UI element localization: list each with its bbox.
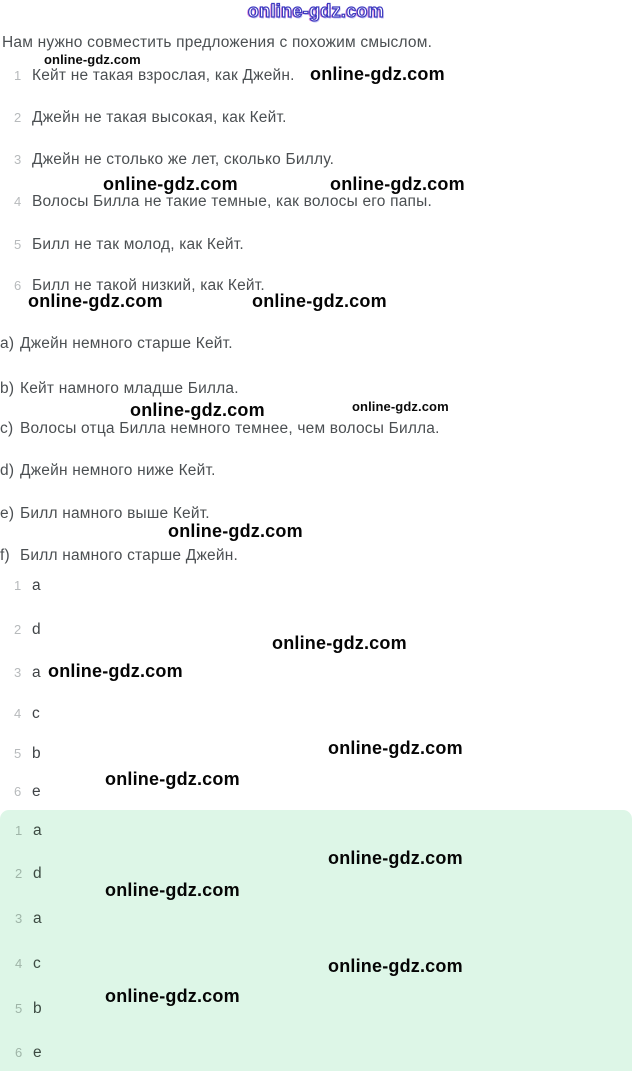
highlighted-answer-row: [0, 954, 632, 974]
site-watermark: online-gdz.com: [105, 880, 240, 900]
site-watermark: online-gdz.com: [28, 291, 163, 311]
item-number: 3: [14, 152, 22, 167]
answer-letter: d: [33, 865, 42, 882]
answer-letter: a: [32, 664, 41, 681]
item-number: 4: [14, 194, 22, 209]
answer-letter: c: [33, 955, 41, 972]
answer-number: 4: [15, 956, 23, 971]
site-watermark: online-gdz.com: [48, 661, 183, 681]
option-item: [0, 504, 632, 524]
option-text: Билл намного выше Кейт.: [20, 505, 210, 522]
option-item: [0, 379, 632, 399]
highlighted-answer-row: [0, 1043, 632, 1063]
task-item: [0, 150, 632, 170]
site-watermark: online-gdz.com: [328, 956, 463, 976]
highlighted-answer-row: [0, 999, 632, 1019]
item-number: 6: [14, 278, 22, 293]
task-item: [0, 235, 632, 255]
answer-letter: a: [33, 910, 42, 927]
site-watermark: online-gdz.com: [328, 848, 463, 868]
site-watermark: online-gdz.com: [310, 64, 445, 84]
site-watermark: online-gdz.com: [352, 399, 449, 414]
answer-row: [0, 744, 632, 764]
item-number: 5: [14, 237, 22, 252]
answer-number: 6: [15, 1045, 23, 1060]
item-text: Волосы Билла не такие темные, как волосы его папы.: [32, 193, 432, 210]
answer-row: [0, 704, 632, 724]
answer-number: 1: [14, 578, 22, 593]
option-item: [0, 546, 632, 566]
answer-letter: e: [33, 1044, 42, 1061]
answer-letter: a: [32, 577, 41, 594]
task-item: [0, 108, 632, 128]
option-letter: c): [0, 420, 14, 437]
option-text: Джейн немного старше Кейт.: [20, 335, 233, 352]
item-text: Билл не такой низкий, как Кейт.: [32, 277, 265, 294]
site-watermark: online-gdz.com: [272, 633, 407, 653]
answer-number: 3: [15, 911, 23, 926]
answer-number: 2: [14, 622, 22, 637]
option-letter: a): [0, 335, 15, 352]
item-text: Джейн не такая высокая, как Кейт.: [32, 109, 287, 126]
option-item: [0, 334, 632, 354]
highlighted-answer-row: [0, 864, 632, 884]
answer-letter: c: [32, 705, 40, 722]
answer-letter: b: [33, 1000, 42, 1017]
option-letter: b): [0, 380, 15, 397]
answer-number: 6: [14, 784, 22, 799]
option-text: Джейн немного ниже Кейт.: [20, 462, 216, 479]
highlighted-answer-row: [0, 909, 632, 929]
item-number: 2: [14, 110, 22, 125]
site-watermark: online-gdz.com: [105, 986, 240, 1006]
site-watermark: online-gdz.com: [103, 174, 238, 194]
option-text: Билл намного старше Джейн.: [20, 547, 238, 564]
option-text: Кейт намного младше Билла.: [20, 380, 239, 397]
answer-row: [0, 782, 632, 802]
site-watermark-outlined: online-gdz.com: [247, 1, 385, 21]
task-item: [0, 192, 632, 212]
site-watermark: online-gdz.com: [168, 521, 303, 541]
option-letter: f): [0, 547, 10, 564]
answer-number: 5: [15, 1001, 23, 1016]
answer-number: 2: [15, 866, 23, 881]
answer-number: 1: [15, 823, 23, 838]
site-watermark: online-gdz.com: [252, 291, 387, 311]
option-item: [0, 461, 632, 481]
item-text: Билл не так молод, как Кейт.: [32, 236, 244, 253]
answer-row: [0, 576, 632, 596]
highlighted-answers-panel: [0, 810, 632, 1071]
item-text: Кейт не такая взрослая, как Джейн.: [32, 67, 295, 84]
answer-number: 3: [14, 665, 22, 680]
answer-letter: b: [32, 745, 41, 762]
option-text: Волосы отца Билла немного темнее, чем волосы Билла.: [20, 420, 440, 437]
site-watermark: online-gdz.com: [330, 174, 465, 194]
answer-letter: a: [33, 822, 42, 839]
answer-letter: d: [32, 621, 41, 638]
item-text: Джейн не столько же лет, сколько Биллу.: [32, 151, 335, 168]
site-watermark: online-gdz.com: [130, 400, 265, 420]
answer-number: 5: [14, 746, 22, 761]
highlighted-answer-row: [0, 821, 632, 841]
option-letter: e): [0, 505, 15, 522]
task-description: Нам нужно совместить предложения с похожим смыслом.: [2, 34, 433, 51]
option-letter: d): [0, 462, 15, 479]
option-item: [0, 419, 632, 439]
item-number: 1: [14, 68, 22, 83]
site-watermark: online-gdz.com: [328, 738, 463, 758]
site-watermark: online-gdz.com: [44, 52, 141, 67]
answer-number: 4: [14, 706, 22, 721]
answer-letter: e: [32, 783, 41, 800]
site-watermark: online-gdz.com: [105, 769, 240, 789]
